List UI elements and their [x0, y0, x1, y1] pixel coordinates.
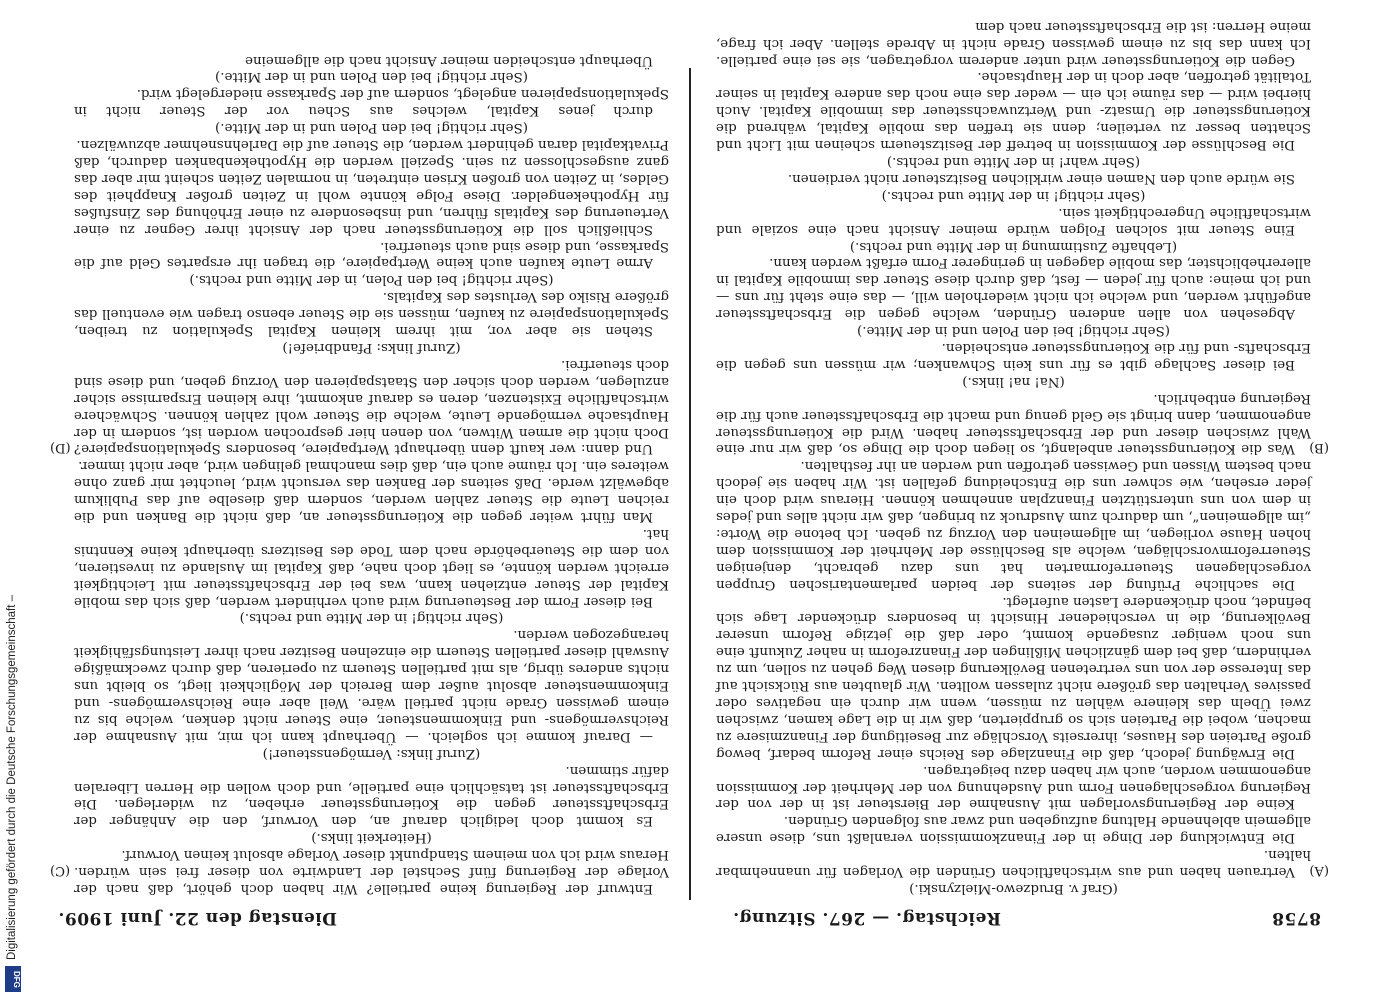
paragraph: Es kommt doch lediglich darauf an, den Vorwurf, den die Anhänger der Erbschaftssteuer gegen die Kotierungssteuer erheben, zu widerlegen. Die Erbschaftssteuer ist tatsächlich eine partielle, und doch wollen die Herren Liberalen dafür stimmen. [74, 762, 669, 829]
paragraph: — Darauf komme ich sogleich. — Überhaupt kann ich mir, mit Ausnahme der Reichsvermögens- und Einkommensteuer, eine Steuer nicht denken, welche bis zu einem gewissen Grade nicht partiell wäre. Weil aber eine Reichsvermögens- und Einkommensteuer absolut außer dem Bereich der Möglichkeit liegt, so bleibt uns nichts anderes übrig, als mit partiellen Steuern zu operieren, daß durch zweckmäßige Auswahl dieser partiellen Steuern die einzelnen Besitzer nach ihrer Leistungsfähigkeit herangezogen werden. [74, 627, 669, 744]
paragraph: Keine der Regierungsvorlagen mit Ausnahme der Biersteuer ist in der von der Regierung vorgeschlagenen Form und Ausdehnung von der Mehrheit der Kommission angenommen worden, auch wir haben dazu beigetragen. [716, 762, 1311, 812]
page-header [48, 904, 1331, 930]
digitization-note: Digitalisierung gefördert durch die Deutsche Forschungsgemeinschaft – [6, 594, 18, 960]
paragraph: Vertrauen haben und aus wirtschaftlichen Gründen die Vorlagen für unannehmbar halten. [716, 847, 1311, 880]
interjection: (Heiterkeit links.) [311, 830, 432, 846]
margin-marker-a: (A) [1309, 863, 1329, 878]
interjection: (Sehr richtig! bei den Polen und in der Mitte.) [215, 69, 528, 85]
interjection: (Sehr richtig! bei den Polen und in der Mitte.) [215, 120, 528, 136]
session-title: Reichstag. — 267. Sitzung. [732, 908, 1001, 928]
paragraph: Sie würde auch den Namen einer wirklichen Besitzsteuer nicht verdienen. [787, 170, 1295, 186]
interjection: (Lebhafte Zustimmung in der Mitte und rechts.) [849, 238, 1178, 254]
paragraph: Abgesehen von allen anderen Gründen, welche gegen die Erbschaftssteuer angeführt werden, und welche ich nicht wiederholen will, — das eine steht für uns — und ich meine: auch für jeden — fest, daß durch diese Steuer das immobile Kapital in allererheblichster, das mobile dagegen in geringerer Form erfaßt werden kann. [716, 255, 1311, 322]
interjection: (Sehr wahr! in der Mitte und rechts.) [886, 154, 1141, 170]
margin-marker-c: (C) [50, 863, 71, 878]
paragraph: Die Erwägung jedoch, daß die Finanzlage des Reichs einer Reform bedarf, bewog große Parteien des Hauses, ihrerseits Vorschläge zur Beseitigung der Finanzmisere zu machen, wobei die Parteien sich so gruppierten, daß wir in die Lage kamen, zwischen zwei Übeln das kleinere wählen zu müssen, wenn wir durch ein negatives oder passives Verhalten das größere nicht zulassen wollten. Wir glaubten aus Rücksicht auf das Interesse der von uns vertretenen Bevölkerung diesen Weg gehen zu sollen, um zu verhindern, daß bei dem gänzlichen Mißlingen der Finanzreform in naher Zukunft eine uns noch weniger zusagende kommt, oder daß die jetzige Reform unserer Bevölkerung, die in verschiedener Hinsicht in besonders drückender Lage sich befindet, noch drückendere Lasten auferlegt. [716, 593, 1311, 761]
paragraph: Bei dieser Form der Besteuerung wird auch verhindert werden, daß sich das mobile Kapital der Steuer entziehen kann, was bei der Erbschaftssteuer mit Leichtigkeit erreicht werden könnte, es liegt doch nahe, daß Kapital im Auslande zu investieren, von dem die Steuerbehörde nach dem Tode des Besitzers überhaupt keine Kenntnis hat. [74, 525, 669, 609]
paragraph: Entwurf der Regierung keine partielle? Wir haben doch gehört, daß nach der Vorlage der Regierung fünf Sechstel der Landwirte von dieser frei sein würden. Heraus wird ich von meinem Standpunkt dieser Vorlage absolut keinen Vorwurf. [74, 847, 669, 896]
interjection: (Sehr richtig! in der Mitte und rechts.) [239, 610, 504, 626]
page-number: 8758 [1271, 908, 1321, 928]
paragraph: Stehen sie aber vor, mit ihrem kleinen Kapital Spekulation zu treiben, Spekulationspapiere zu kaufen, müssen sie die Steuer ebenso tragen wie eventuell das größere Risiko des Verlustes des Kapitals. [74, 289, 669, 339]
paragraph: Schließlich soll die Kotierungssteuer nach der Ansicht ihrer Gegner zu einer Verteuerung des Kapitals führen, und insbesondere zu einer Erhöhung des Zinsfußes für Hypothekengelder. Diese Folge könnte wohl in Zeiten großer Knappheit des Geldes, in Zeiten von großen Krisen eintreten, in normalen Zeiten scheint mir aber das ganz ausgeschlossen zu sein. Speziell werden die Hypothekenbanken dadurch, daß Privatkapital daran gehindert werden, die Steuer auf die Darlehnsnehmer abzuwälzen. [74, 137, 669, 237]
paragraph: Und dann: wer kauft denn überhaupt Wertpapiere, besonders Spekulationspapiere? Doch nicht die armen Witwen, von denen hier gesprochen worden ist, sondern in der Hauptsache vermögende Leute, welche die Steuer wohl zahlen können. Schwächere wirtschaftliche Existenzen, deren es darauf ankommt, ihre kleinen Ersparnisse sicher anzulegen, werden doch sicher den Staatspapieren den Vorzug geben, und diese sind doch steuerfrei. [74, 356, 669, 457]
interjection: (Sehr richtig! in der Mitte und rechts.) [881, 187, 1146, 203]
interjection: (Zuruf links: Pfandbriefe!) [282, 340, 461, 355]
interjection: (Sehr richtig! bei den Polen und in der Mitte.) [857, 323, 1170, 339]
paragraph: Man führt weiter gegen die Kotierungssteuer an, daß nicht die Banken und die reichen Leute die Steuer zahlen werden, sondern daß dieselbe auf das Publikum abgewälzt werde. Daß seitens der Banken das versucht wird, leuchtet mir ganz ohne weiteres ein. Ich räume auch ein, daß dies manchmal gelingen wird, aber nicht immer. [74, 458, 669, 525]
dfg-logo: DFG [5, 966, 21, 992]
right-column [74, 52, 669, 896]
paragraph: Die Entwicklung der Dinge in der Finanzkommission veranlaßt uns, diese unsere allgemein ablehnende Haltung aufzugeben und zwar aus folgenden Gründen. [716, 813, 1311, 846]
paragraph: Gegen die Kotierungssteuer wird unter anderem vorgetragen, sie sei eine partielle. Ich kann das bis zu einem gewissen Grade nicht in Abrede stellen. Aber ich frage, meine Herren: ist die Erbschaftssteuer nach dem [716, 18, 1311, 68]
paragraph: Die Beschlüsse der Kommission in betreff der Besitzsteuern scheinen mit Licht und Schatten besser zu verteilen; denn sie treffen das mobile Kapital, während die Kotierungssteuer die Umsatz- und Wertzuwachssteuer das immobile Kapital. Auch hierbei wird — das räume ich ein — weder das eine noch das andere Kapital in seiner Totalität getroffen, aber doch in der Hauptsache. [716, 69, 1311, 153]
paragraph: Arme Leute kaufen auch keine Wertpapiere, die tragen ihr erspartes Geld auf die Sparkasse, und diese sind auch steuerfrei. [74, 238, 669, 271]
paragraph: durch jenes Kapital, welches aus Scheu vor der Steuer nicht in Spekulationspapieren angelegt, sondern auf der Sparkasse niedergelegt wird. [74, 86, 669, 119]
paragraph: Bei dieser Sachlage gibt es für uns kein Schwanken; wir müssen uns gegen die Erbschafts- und für die Kotierungssteuer entscheiden. [716, 340, 1311, 372]
left-column [716, 18, 1311, 896]
interjection: (Zuruf links: Vermögenssteuer!) [262, 745, 481, 761]
paragraph: Überhaupt entscheiden meiner Ansicht nach die allgemeine [245, 52, 653, 68]
interjection: (Na! na! links.) [962, 373, 1065, 389]
margin-marker-b: (B) [1309, 440, 1329, 455]
column-divider [689, 68, 691, 900]
margin-marker-d: (D) [50, 440, 71, 455]
interjection: (Sehr richtig! bei den Polen, in der Mitte und rechts.) [189, 272, 554, 288]
paragraph: Die sachliche Prüfung der seitens der beiden parlamentarischen Gruppen vorgeschlagenen Steuerreformarten hat uns dazu gebracht, denjenigen Steuerreformvorschlägen, welche als Beschlüsse der Mehrheit der Kommission dem hohen Hause vorliegen, im allgemeinen den Vorzug zu geben. Ich betone die Worte: „im allgemeinen“, um dadurch zum Ausdruck zu bringen, daß wir nicht alles und jedes in dem von uns unterstützten Finanzplan annehmen können. Hieraus wird doch ein jeder ersehen, wie schwer uns die Entscheidung gefallen ist. Wir haben sie jedoch nach bestem Wissen und Gewissen getroffen und werden an ihr festhalten. [716, 458, 1311, 592]
paragraph: Was die Kotierungssteuer anbelangt, so liegen doch die Dinge so, daß wir nur eine Wahl zwischen dieser und der Erbschaftssteuer haben. Wird die Kotierungssteuer angenommen, dann bringt sie Geld genug und macht die Erbschaftssteuer auch für die Regierung entbehrlich. [716, 390, 1311, 457]
session-date: Dienstag den 22. Juni 1909. [58, 908, 337, 928]
rotated-page [48, 18, 1331, 930]
paragraph: Eine Steuer mit solchen Folgen würde meiner Ansicht nach eine soziale und wirtschaftliche Ungerechtigkeit sein. [716, 204, 1311, 237]
interjection: (Graf v. Brudzewo-Mielzynski.) [909, 881, 1118, 896]
